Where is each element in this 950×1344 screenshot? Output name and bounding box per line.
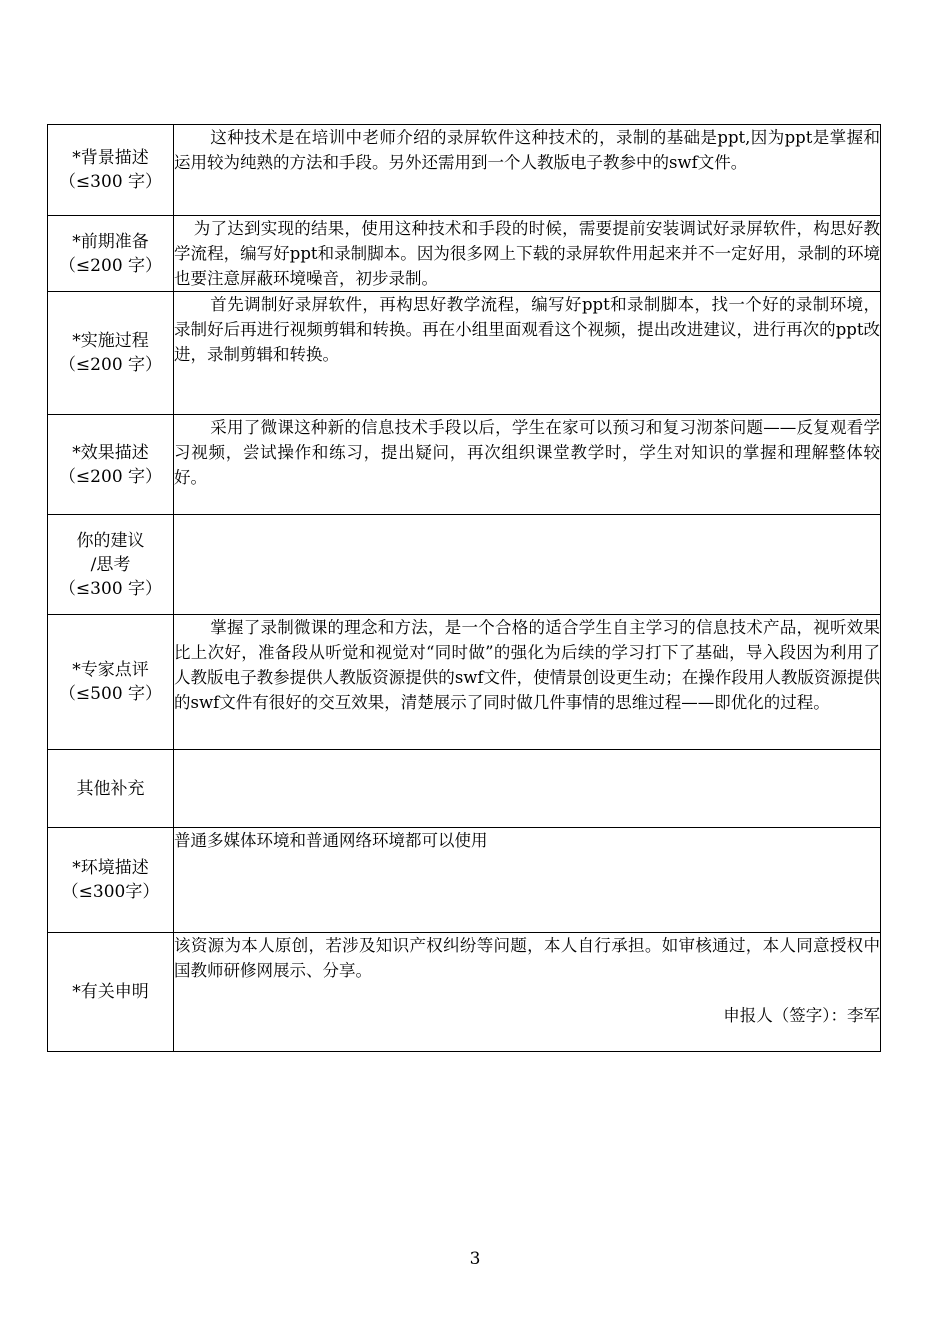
label-preparation-limit: （≤200 字）: [58, 255, 163, 276]
content-environment: 普通多媒体环境和普通网络环境都可以使用: [174, 828, 881, 933]
content-declaration: [174, 933, 881, 1052]
label-background: [48, 125, 174, 216]
content-effect: 采用了微课这种新的信息技术手段以后，学生在家可以预习和复习沏茶问题——反复观看学习视频，尝试操作和练习，提出疑问，再次组织课堂教学时，学生对知识的掌握和理解整体较好。: [174, 415, 881, 515]
content-preparation: 为了达到实现的结果，使用这种技术和手段的时候，需要提前安装调试好录屏软件，构思好教学流程，编写好ppt和录制脚本。因为很多网上下载的录屏软件用起来并不一定好用，录制的环境也要注意屏蔽环境噪音，初步录制。: [174, 216, 881, 292]
label-declaration-title: *有关申明: [72, 982, 149, 1002]
label-declaration: [48, 933, 174, 1052]
label-implementation-title: *实施过程: [72, 331, 149, 351]
row-background: [48, 125, 881, 216]
application-form-table: [47, 124, 881, 1052]
label-background-title: *背景描述: [72, 148, 149, 168]
row-effect: [48, 415, 881, 515]
label-effect-title: *效果描述: [72, 442, 149, 463]
row-expert-review: [48, 615, 881, 750]
page-number: 3: [469, 1249, 481, 1269]
label-environment-title: *环境描述: [72, 858, 149, 878]
label-other: [48, 750, 174, 828]
row-preparation: [48, 216, 881, 292]
label-expert-review-title: *专家点评: [72, 660, 149, 680]
label-effect: [48, 415, 174, 515]
label-preparation: [48, 216, 174, 292]
signature-line: 申报人（签字）：李军: [723, 1006, 880, 1025]
label-suggestion-line1: 你的建议: [76, 530, 145, 551]
label-suggestion-limit: （≤300 字）: [58, 578, 163, 599]
label-expert-review-limit: （≤500 字）: [58, 684, 163, 704]
content-background: 这种技术是在培训中老师介绍的录屏软件这种技术的，录制的基础是ppt,因为ppt是掌握和运用较为纯熟的方法和手段。另外还需用到一个人教版电子教参中的swf文件。: [174, 125, 881, 216]
label-suggestion-line2: /思考: [90, 554, 131, 575]
label-other-title: 其他补充: [76, 778, 145, 799]
label-expert-review: [48, 615, 174, 750]
content-suggestion: [174, 515, 881, 615]
content-other: [174, 750, 881, 828]
row-environment: [48, 828, 881, 933]
row-other: [48, 750, 881, 828]
label-effect-limit: （≤200 字）: [58, 466, 163, 487]
label-environment-limit: （≤300字）: [61, 882, 160, 902]
content-expert-review: 掌握了录制微课的理念和方法，是一个合格的适合学生自主学习的信息技术产品，视听效果比上次好，准备段从听觉和视觉对“同时做”的强化为后续的学习打下了基础，导入段因为利用了人教版电子教参提供人教版资源提供的swf文件，使情景创设更生动；在操作段用人教版资源提供的swf文件有很好的交互效果，清楚展示了同时做几件事情的思维过程——即优化的过程。: [174, 615, 881, 750]
row-implementation: [48, 292, 881, 415]
label-background-limit: （≤300 字）: [58, 172, 163, 192]
label-implementation: [48, 292, 174, 415]
label-implementation-limit: （≤200 字）: [58, 355, 163, 375]
declaration-text: 该资源为本人原创，若涉及知识产权纠纷等问题，本人自行承担。如审核通过，本人同意授权中国教师研修网展示、分享。: [174, 936, 880, 980]
label-preparation-title: *前期准备: [72, 231, 149, 252]
row-suggestion: [48, 515, 881, 615]
label-environment: [48, 828, 174, 933]
label-suggestion: [48, 515, 174, 615]
content-implementation: 首先调制好录屏软件，再构思好教学流程，编写好ppt和录制脚本，找一个好的录制环境，录制好后再进行视频剪辑和转换。再在小组里面观看这个视频，提出改进建议，进行再次的ppt改进，录制剪辑和转换。: [174, 292, 881, 415]
row-declaration: [48, 933, 881, 1052]
